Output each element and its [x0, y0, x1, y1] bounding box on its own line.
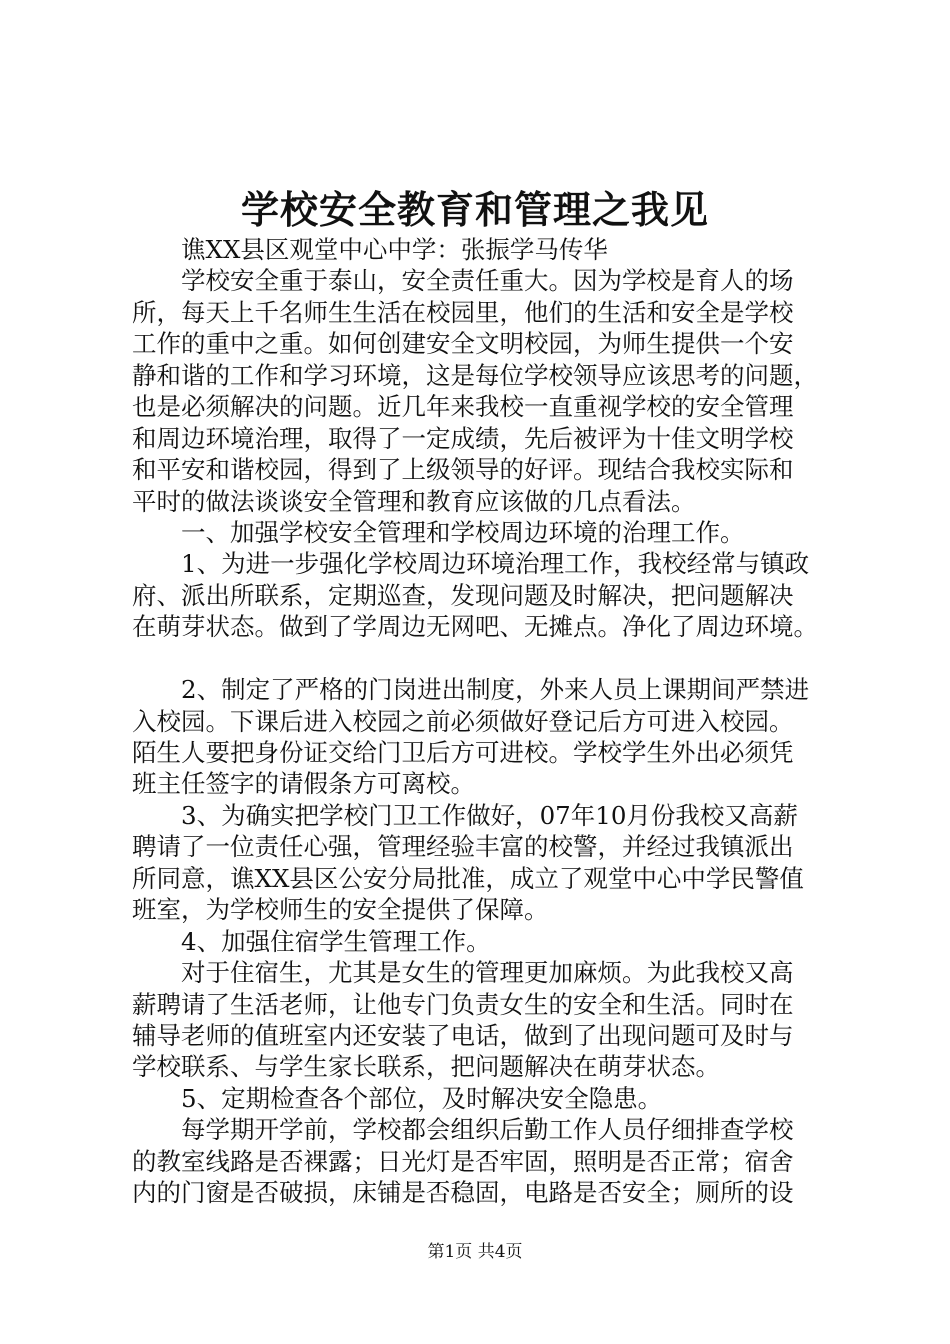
text-line: 3、为确实把学校门卫工作做好，07年10月份我校又高薪	[181, 800, 798, 830]
blank-line	[132, 643, 872, 674]
text-line: 平时的做法谈谈安全管理和教育应该做的几点看法。	[132, 486, 696, 516]
document-body	[132, 234, 872, 1209]
text-line: 府、派出所联系，定期巡查，发现问题及时解决，把问题解决	[132, 580, 794, 610]
text-line: 静和谐的工作和学习环境，这是每位学校领导应该思考的问题，	[132, 360, 818, 390]
text-line: 薪聘请了生活老师，让他专门负责女生的安全和生活。同时在	[132, 989, 794, 1019]
text-line: 学校安全重于泰山，安全责任重大。因为学校是育人的场	[181, 266, 794, 296]
text-line: 聘请了一位责任心强，管理经验丰富的校警，并经过我镇派出	[132, 832, 794, 862]
text-line: 班主任签字的请假条方可离校。	[132, 769, 475, 799]
text-line: 班室，为学校师生的安全提供了保障。	[132, 895, 549, 925]
text-line: 陌生人要把身份证交给门卫后方可进校。学校学生外出必须凭	[132, 738, 794, 767]
text-line: 所，每天上千名师生生活在校园里，他们的生活和安全是学校	[132, 297, 794, 327]
text-line: 一、加强学校安全管理和学校周边环境的治理工作。	[181, 517, 745, 547]
text-line: 和周边环境治理，取得了一定成绩，先后被评为十佳文明学校	[132, 423, 794, 453]
text-line: 每学期开学前，学校都会组织后勤工作人员仔细排查学校	[181, 1115, 794, 1145]
text-line: 学校联系、与学生家长联系，把问题解决在萌芽状态。	[132, 1052, 720, 1082]
text-line: 工作的重中之重。如何创建安全文明校园，为师生提供一个安	[132, 329, 794, 359]
text-line: 在萌芽状态。做到了学周边无网吧、无摊点。净化了周边环境。	[132, 612, 818, 642]
text-line: 4、加强住宿学生管理工作。	[181, 926, 491, 956]
text-line: 和平安和谐校园，得到了上级领导的好评。现结合我校实际和	[132, 455, 794, 485]
text-line: 内的门窗是否破损，床铺是否稳固，电路是否安全；厕所的设	[132, 1178, 794, 1208]
text-line: 入校园。下课后进入校园之前必须做好登记后方可进入校园。	[132, 706, 794, 736]
text-line: 辅导老师的值班室内还安装了电话，做到了出现问题可及时与	[132, 1020, 794, 1050]
document-title: 学校安全教育和管理之我见	[240, 187, 709, 232]
text-line: 所同意，谯XX县区公安分局批准，成立了观堂中心中学民警值	[132, 863, 804, 893]
text-line: 2、制定了严格的门岗进出制度，外来人员上课期间严禁进	[181, 675, 810, 705]
text-line: 1、为进一步强化学校周边环境治理工作，我校经常与镇政	[181, 549, 810, 579]
text-line: 也是必须解决的问题。近几年来我校一直重视学校的安全管理	[132, 392, 794, 422]
text-line: 对于住宿生，尤其是女生的管理更加麻烦。为此我校又高	[181, 958, 794, 988]
text-line: 谯XX县区观堂中心中学：张振学马传华	[181, 235, 608, 264]
text-line: 的教室线路是否裸露；日光灯是否牢固，照明是否正常；宿舍	[132, 1146, 794, 1176]
text-line: 5、定期检查各个部位，及时解决安全隐患。	[181, 1083, 663, 1113]
page-footer: 第1页 共4页	[427, 1242, 523, 1262]
